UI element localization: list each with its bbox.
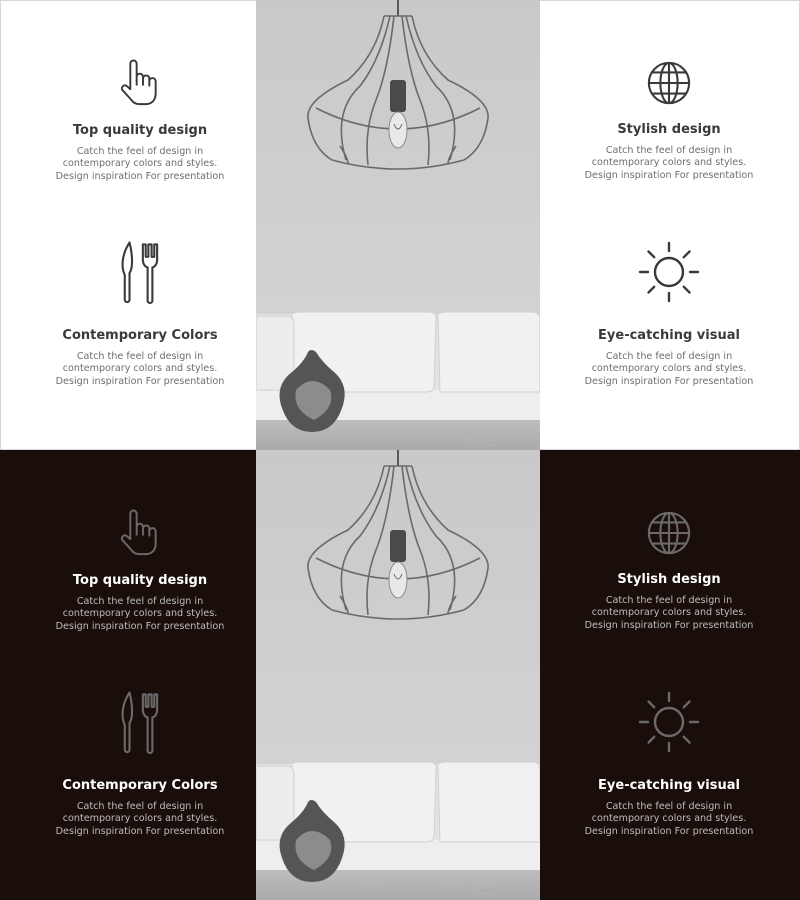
feature-description: Catch the feel of design in contemporary colors and styles. Design inspiration For presentation — [55, 801, 225, 837]
feature-description: Catch the feel of design in contemporary colors and styles. Design inspiration For presentation — [55, 146, 225, 182]
interior-photo — [256, 0, 540, 450]
feature-title: Eye-catching visual — [598, 328, 740, 343]
feature-description: Catch the feel of design in contemporary colors and styles. Design inspiration For presentation — [584, 801, 754, 837]
feature-panel-dark — [0, 450, 800, 900]
feature-description: Catch the feel of design in contemporary colors and styles. Design inspiration For presentation — [55, 351, 225, 387]
sun-icon — [637, 240, 701, 304]
feature-title: Eye-catching visual — [598, 778, 740, 793]
feature-title: Contemporary Colors — [62, 778, 218, 793]
feature-contemporary-colors — [25, 240, 255, 388]
hand-pointer-icon — [118, 507, 162, 559]
feature-stylish-design — [554, 60, 784, 182]
feature-eye-catching-visual — [554, 690, 784, 838]
hand-pointer-icon — [118, 57, 162, 109]
cutlery-icon — [120, 240, 160, 306]
feature-description: Catch the feel of design in contemporary colors and styles. Design inspiration For presentation — [584, 595, 754, 631]
feature-title: Top quality design — [72, 573, 208, 588]
globe-icon — [646, 510, 692, 556]
feature-top-quality-design — [25, 57, 255, 183]
feature-title: Contemporary Colors — [62, 328, 218, 343]
sun-icon — [637, 690, 701, 754]
feature-title: Stylish design — [617, 122, 721, 137]
feature-eye-catching-visual — [554, 240, 784, 388]
feature-description: Catch the feel of design in contemporary colors and styles. Design inspiration For presentation — [584, 145, 754, 181]
feature-stylish-design — [554, 510, 784, 632]
feature-title: Stylish design — [617, 572, 721, 587]
cutlery-icon — [120, 690, 160, 756]
feature-contemporary-colors — [25, 690, 255, 838]
feature-top-quality-design — [25, 507, 255, 633]
globe-icon — [646, 60, 692, 106]
interior-photo — [256, 450, 540, 900]
feature-title: Top quality design — [72, 123, 208, 138]
feature-description: Catch the feel of design in contemporary colors and styles. Design inspiration For presentation — [584, 351, 754, 387]
feature-description: Catch the feel of design in contemporary colors and styles. Design inspiration For presentation — [55, 596, 225, 632]
